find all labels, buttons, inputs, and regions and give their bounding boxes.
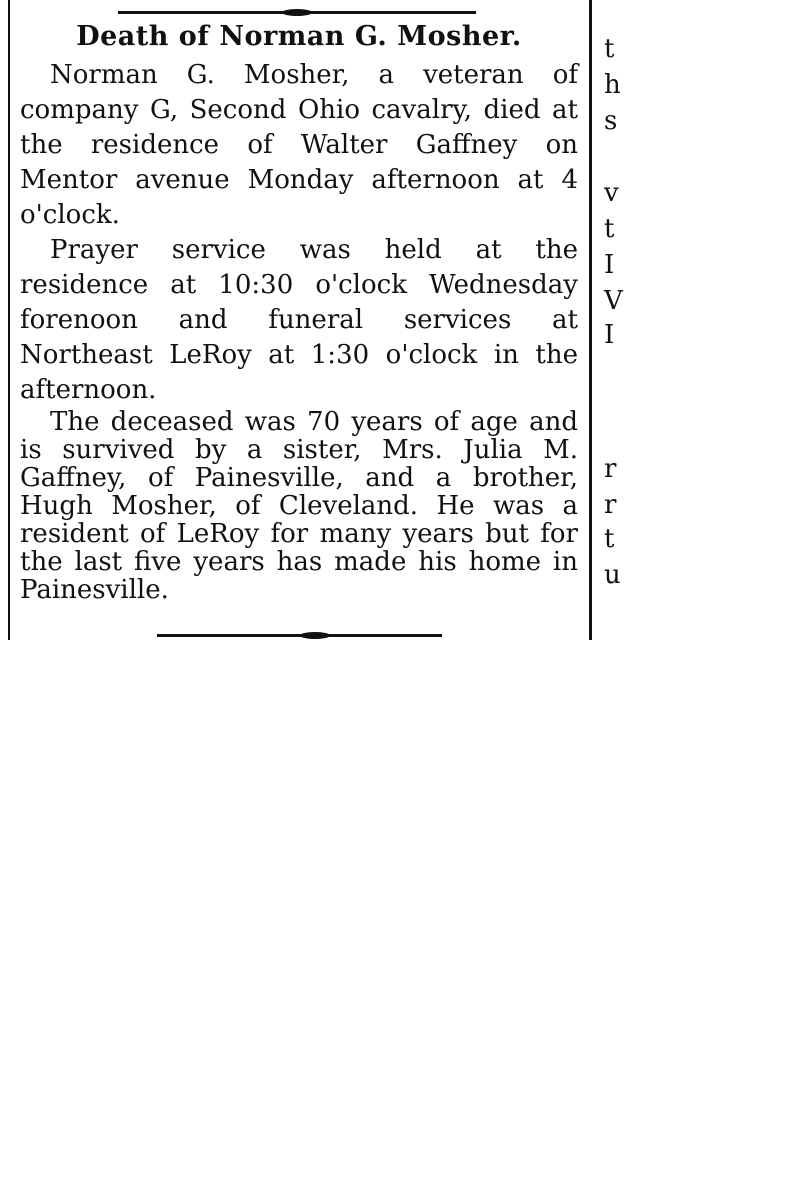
adjacent-column-fragment: t [604,34,615,64]
article-paragraph: Norman G. Mosher, a veteran of company G, Second Ohio cavalry, died at the residence of Walter Gaffney on Mentor avenue Monday afternoon at 4 o'clock. [20,60,578,230]
adjacent-column-fragment: I [604,320,615,350]
adjacent-column-fragment: s [604,106,618,136]
adjacent-column-fragment: v [604,178,619,208]
adjacent-column-fragment: u [604,560,621,590]
adjacent-column-fragment: I [604,250,615,280]
article-headline: Death of Norman G. Mosher. [76,21,522,52]
adjacent-column-fragment: h [604,70,621,100]
adjacent-column-fragment: t [604,214,615,244]
left-column-rule [8,0,10,640]
adjacent-column-fragment: V [604,286,623,316]
obituary-article [20,20,578,604]
article-paragraph: The deceased was 70 years of age and is survived by a sister, Mrs. Julia M. Gaffney, of Painesville, and a brother, Hugh Mosher, of Cleveland. He was a resident of LeRoy for many years but for the last five years has made his home in Painesville. [20,407,578,605]
header-ornament [282,9,312,16]
adjacent-column-fragment: r [604,490,617,520]
column-divider-rule [589,0,592,640]
adjacent-column-fragment: t [604,524,615,554]
adjacent-column-fragment: r [604,454,617,484]
footer-ornament [300,632,330,639]
article-paragraph: Prayer service was held at the residence at 10:30 o'clock Wednesday forenoon and funeral services at Northeast LeRoy at 1:30 o'clock in the afternoon. [20,235,578,405]
